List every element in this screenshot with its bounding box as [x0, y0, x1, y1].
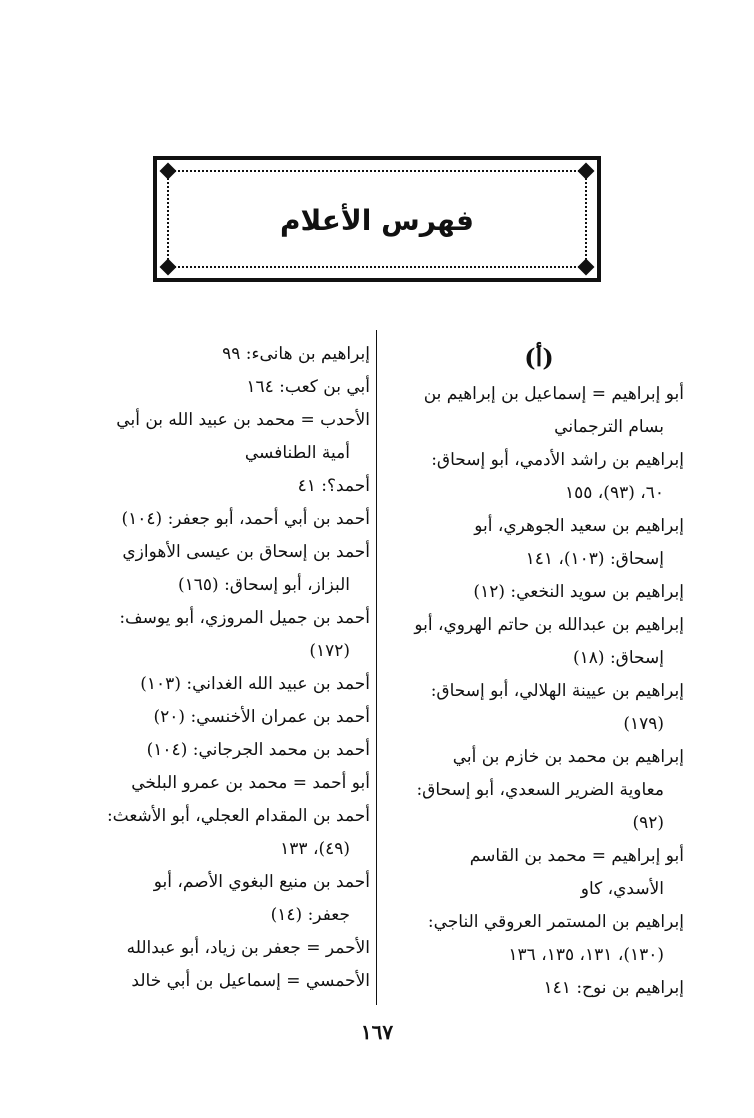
title-frame: [153, 156, 601, 282]
entry-line: إبراهيم بن هانىء: ٩٩: [222, 344, 370, 364]
index-column-left: [70, 338, 370, 998]
entry-continuation: (٤٩)، ١٣٣: [280, 839, 350, 859]
entry-continuation: (٩٢): [632, 813, 664, 833]
section-letter: (أ): [524, 343, 554, 372]
entry-line: إبراهيم بن نوح: ١٤١: [543, 978, 684, 998]
index-entry: [70, 800, 370, 866]
index-entry: [70, 965, 370, 998]
entry-continuation: أمية الطنافسي: [244, 443, 350, 463]
entry-line: أبو إبراهيم = محمد بن القاسم: [469, 846, 684, 866]
entry-line: إبراهيم بن سويد النخعي: (١٢): [473, 582, 684, 602]
entry-line: أحمد بن جميل المروزي، أبو يوسف:: [119, 608, 370, 628]
entry-line: إبراهيم بن محمد بن خازم بن أبي: [452, 747, 684, 767]
index-entry: [70, 371, 370, 404]
index-column-right: [394, 338, 684, 1005]
index-entry: [70, 536, 370, 602]
index-entry: [394, 510, 684, 576]
entry-continuation: إسحاق: (١٠٣)، ١٤١: [525, 549, 664, 569]
entry-line: أحمد بن أبي أحمد، أبو جعفر: (١٠٤): [121, 509, 370, 529]
entry-continuation: معاوية الضرير السعدي، أبو إسحاق:: [416, 780, 664, 800]
entry-line: إبراهيم بن سعيد الجوهري، أبو: [474, 516, 684, 536]
index-entry: [70, 338, 370, 371]
index-entry: [394, 741, 684, 840]
entry-line: أحمد؟: ٤١: [297, 476, 370, 496]
entry-line: الأحمر = جعفر بن زياد، أبو عبدالله: [126, 938, 370, 958]
page-title: فهرس الأعلام: [280, 204, 474, 237]
entry-continuation: إسحاق: (١٨): [573, 648, 664, 668]
entry-continuation: جعفر: (١٤): [270, 905, 350, 925]
entry-continuation: ٦٠، (٩٣)، ١٥٥: [565, 483, 664, 503]
entry-line: الأحمسي = إسماعيل بن أبي خالد: [131, 971, 370, 991]
entry-line: أبي بن كعب: ١٦٤: [246, 377, 370, 397]
title-dotted-border: [167, 170, 587, 268]
entry-continuation: (١٧٩): [623, 714, 664, 734]
index-entry: [70, 734, 370, 767]
entry-line: أحمد بن المقدام العجلي، أبو الأشعث:: [106, 806, 370, 826]
index-entry: [394, 972, 684, 1005]
column-divider: [376, 330, 377, 1005]
entry-line: إبراهيم بن عبدالله بن حاتم الهروي، أبو: [414, 615, 684, 635]
entry-line: إبراهيم بن راشد الأدمي، أبو إسحاق:: [431, 450, 684, 470]
entry-line: إبراهيم بن المستمر العروقي الناجي:: [427, 912, 684, 932]
index-entry: [394, 576, 684, 609]
entry-continuation: بسام الترجماني: [554, 417, 664, 437]
index-entry: [70, 503, 370, 536]
diamond-ornament: [578, 163, 595, 180]
entry-line: أحمد بن إسحاق بن عيسى الأهوازي: [122, 542, 370, 562]
diamond-ornament: [160, 163, 177, 180]
entry-line: إبراهيم بن عيينة الهلالي، أبو إسحاق:: [430, 681, 684, 701]
index-entry: [394, 378, 684, 444]
index-entry: [70, 470, 370, 503]
index-entry: [70, 668, 370, 701]
diamond-ornament: [160, 259, 177, 276]
entry-line: أحمد بن منيع البغوي الأصم، أبو: [153, 872, 370, 892]
index-entry: [70, 404, 370, 470]
entry-line: أحمد بن محمد الجرجاني: (١٠٤): [146, 740, 370, 760]
entry-line: أبو أحمد = محمد بن عمرو البلخي: [131, 773, 370, 793]
index-entry: [394, 906, 684, 972]
index-entry: [70, 701, 370, 734]
page-number: ١٦٧: [360, 1020, 394, 1044]
diamond-ornament: [578, 259, 595, 276]
entry-continuation: البزاز، أبو إسحاق: (١٦٥): [178, 575, 350, 595]
index-entry: [70, 602, 370, 668]
entry-continuation: (١٣٠)، ١٣١، ١٣٥، ١٣٦: [508, 945, 664, 965]
entry-continuation: الأسدي، كاو: [580, 879, 664, 899]
entry-continuation: (١٧٢): [309, 641, 350, 661]
index-entry: [394, 840, 684, 906]
index-entry: [394, 444, 684, 510]
index-entry: [394, 609, 684, 675]
entry-line: أحمد بن عمران الأخنسي: (٢٠): [153, 707, 370, 727]
index-entry: [70, 767, 370, 800]
index-entry: [394, 675, 684, 741]
entry-line: أبو إبراهيم = إسماعيل بن إبراهيم بن: [423, 384, 684, 404]
index-entry: [70, 866, 370, 932]
entry-line: الأحدب = محمد بن عبيد الله بن أبي: [116, 410, 370, 430]
entry-line: أحمد بن عبيد الله الغداني: (١٠٣): [140, 674, 370, 694]
index-entry: [70, 932, 370, 965]
